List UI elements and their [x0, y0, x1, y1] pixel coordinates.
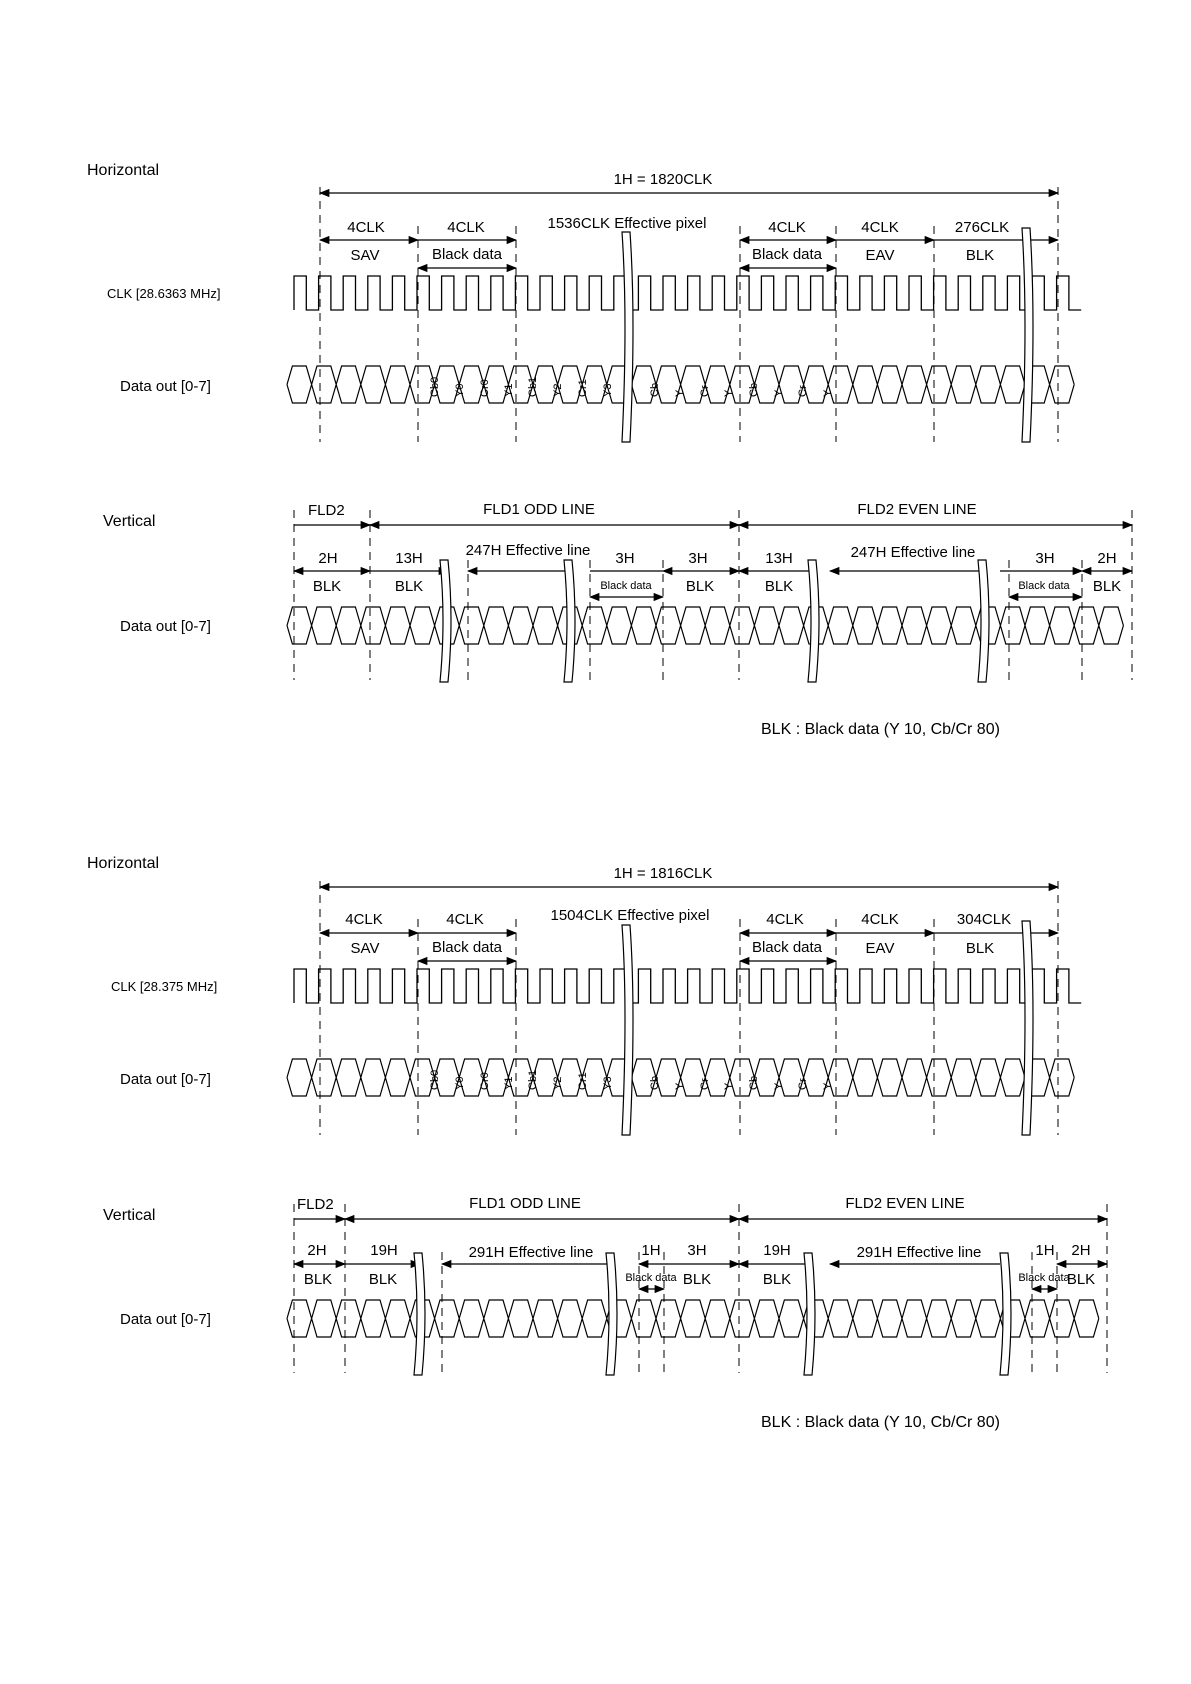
sample-label: Y	[674, 389, 686, 397]
sample-label: Y	[822, 1082, 834, 1090]
data-out-label: Data out [0-7]	[120, 378, 211, 395]
sample-label: Cb0	[429, 376, 441, 397]
seg-effective-top: 1536CLK Effective pixel	[547, 215, 707, 232]
seg-black1-top: 4CLK	[446, 911, 484, 928]
v-break-marks	[440, 560, 989, 682]
sample-label: Y3	[602, 1076, 614, 1090]
sample-label: Y3	[602, 383, 614, 397]
v-seg-top: 3H	[1035, 550, 1055, 567]
total-period-label: 1H = 1820CLK	[613, 171, 713, 188]
v-data-bus-waveform	[287, 607, 1123, 644]
horizontal-label: Horizontal	[87, 162, 160, 179]
sample-label: Cr0	[479, 379, 491, 397]
sample-label: Cb	[649, 1075, 661, 1090]
v-seg-top: 3H	[615, 550, 635, 567]
v-seg-top: 247H Effective line	[850, 544, 976, 561]
sample-label: Y	[773, 1082, 785, 1090]
sample-label: Y	[773, 389, 785, 397]
sample-label: Y0	[454, 383, 466, 397]
v-seg-bottom: Black data	[625, 1272, 677, 1284]
sample-label: Y1	[503, 1076, 515, 1090]
v-seg-top: 291H Effective line	[468, 1244, 594, 1261]
sample-label: Cb	[748, 1075, 760, 1090]
sample-label: Cb1	[527, 1069, 539, 1090]
v-seg-bottom: BLK	[762, 1271, 792, 1288]
sample-label: Y2	[552, 1076, 564, 1090]
v-seg-bottom: Black data	[1018, 1272, 1070, 1284]
total-period-label: 1H = 1816CLK	[613, 865, 713, 882]
diagram1-vertical	[103, 501, 1132, 738]
seg-blk-top: 304CLK	[956, 911, 1012, 928]
sample-label: Cb1	[527, 376, 539, 397]
horizontal-label: Horizontal	[87, 855, 160, 872]
sample-label: Y	[674, 1082, 686, 1090]
v-data-bus-waveform	[287, 1300, 1099, 1337]
v-guide-lines	[294, 510, 1132, 680]
sample-label: Y	[822, 389, 834, 397]
even-line-label: FLD2 EVEN LINE	[857, 501, 977, 518]
seg-black2-bottom: Black data	[751, 246, 823, 263]
seg-eav-bottom: EAV	[865, 247, 895, 264]
sample-label: Cr	[699, 385, 711, 397]
v-seg-bottom: Black data	[1018, 580, 1070, 592]
v-seg-top: 2H	[307, 1242, 327, 1259]
seg-sav-top: 4CLK	[345, 911, 383, 928]
seg-eav-top: 4CLK	[861, 911, 899, 928]
seg-blk-bottom: BLK	[965, 247, 995, 264]
v-seg-top: 19H	[763, 1242, 791, 1259]
v-seg-top: 3H	[687, 1242, 707, 1259]
seg-black1-top: 4CLK	[447, 219, 485, 236]
even-line-label: FLD2 EVEN LINE	[845, 1195, 965, 1212]
diagram2-horizontal	[87, 855, 1081, 1135]
sample-label: Cr0	[479, 1072, 491, 1090]
sample-label: Cr1	[577, 379, 589, 397]
sample-label: Y0	[454, 1076, 466, 1090]
clk-label: CLK [28.375 MHz]	[111, 979, 218, 994]
v-data-out-label: Data out [0-7]	[120, 1311, 211, 1328]
clk-waveform	[294, 276, 1081, 310]
odd-line-label: FLD1 ODD LINE	[469, 1195, 581, 1212]
v-seg-top: 1H	[1035, 1242, 1055, 1259]
fld2-label: FLD2	[308, 502, 345, 519]
v-seg-top: 2H	[1071, 1242, 1091, 1259]
seg-black2-bottom: Black data	[751, 939, 823, 956]
v-seg-bottom: BLK	[303, 1271, 333, 1288]
v-seg-top: 2H	[318, 550, 338, 567]
seg-black2-top: 4CLK	[766, 911, 804, 928]
v-seg-bottom: BLK	[685, 578, 715, 595]
v-seg-top: 1H	[641, 1242, 661, 1259]
diagram1-horizontal	[87, 162, 1081, 442]
seg-blk-bottom: BLK	[965, 940, 995, 957]
v-seg-bottom: BLK	[368, 1271, 398, 1288]
v-seg-top: 13H	[395, 550, 423, 567]
diagram2-vertical	[103, 1195, 1107, 1431]
vertical-label: Vertical	[103, 513, 156, 530]
v-seg-bottom: Black data	[600, 580, 652, 592]
fld2-label: FLD2	[297, 1196, 334, 1213]
v-seg-top: 13H	[765, 550, 793, 567]
v-seg-bottom: BLK	[1066, 1271, 1096, 1288]
v-break-marks	[414, 1253, 1011, 1375]
seg-blk-top: 276CLK	[954, 219, 1010, 236]
data-out-label: Data out [0-7]	[120, 1071, 211, 1088]
sample-label: Y1	[503, 383, 515, 397]
sample-label: Cb0	[429, 1069, 441, 1090]
seg-sav-top: 4CLK	[347, 219, 385, 236]
clk-label: CLK [28.6363 MHz]	[107, 286, 221, 301]
v-seg-bottom: BLK	[764, 578, 794, 595]
v-seg-top: 19H	[370, 1242, 398, 1259]
v-seg-top: 2H	[1097, 550, 1117, 567]
seg-black1-bottom: Black data	[431, 246, 503, 263]
sample-label: Y	[723, 389, 735, 397]
sample-label: Cr1	[577, 1072, 589, 1090]
sample-label: Cb	[748, 382, 760, 397]
blk-note: BLK : Black data (Y 10, Cb/Cr 80)	[761, 721, 1000, 738]
seg-eav-bottom: EAV	[865, 940, 895, 957]
odd-line-label: FLD1 ODD LINE	[483, 501, 595, 518]
sample-label: Y2	[552, 383, 564, 397]
seg-black1-bottom: Black data	[431, 939, 503, 956]
sample-label: Cb	[649, 382, 661, 397]
clk-waveform	[294, 969, 1081, 1003]
sample-label: Cr	[797, 385, 809, 397]
v-seg-bottom: BLK	[312, 578, 342, 595]
sample-label: Cr	[797, 1078, 809, 1090]
v-seg-bottom: BLK	[394, 578, 424, 595]
sample-label: Cr	[699, 1078, 711, 1090]
seg-sav-bottom: SAV	[350, 940, 380, 957]
blk-note: BLK : Black data (Y 10, Cb/Cr 80)	[761, 1414, 1000, 1431]
seg-eav-top: 4CLK	[861, 219, 899, 236]
v-seg-top: 3H	[688, 550, 708, 567]
v-seg-top: 291H Effective line	[856, 1244, 982, 1261]
v-seg-bottom: BLK	[1092, 578, 1122, 595]
vertical-label: Vertical	[103, 1207, 156, 1224]
v-data-out-label: Data out [0-7]	[120, 618, 211, 635]
seg-effective-top: 1504CLK Effective pixel	[550, 907, 710, 924]
sample-label: Y	[723, 1082, 735, 1090]
v-seg-top: 247H Effective line	[465, 542, 591, 559]
seg-black2-top: 4CLK	[768, 219, 806, 236]
v-seg-bottom: BLK	[682, 1271, 712, 1288]
seg-sav-bottom: SAV	[350, 247, 380, 264]
